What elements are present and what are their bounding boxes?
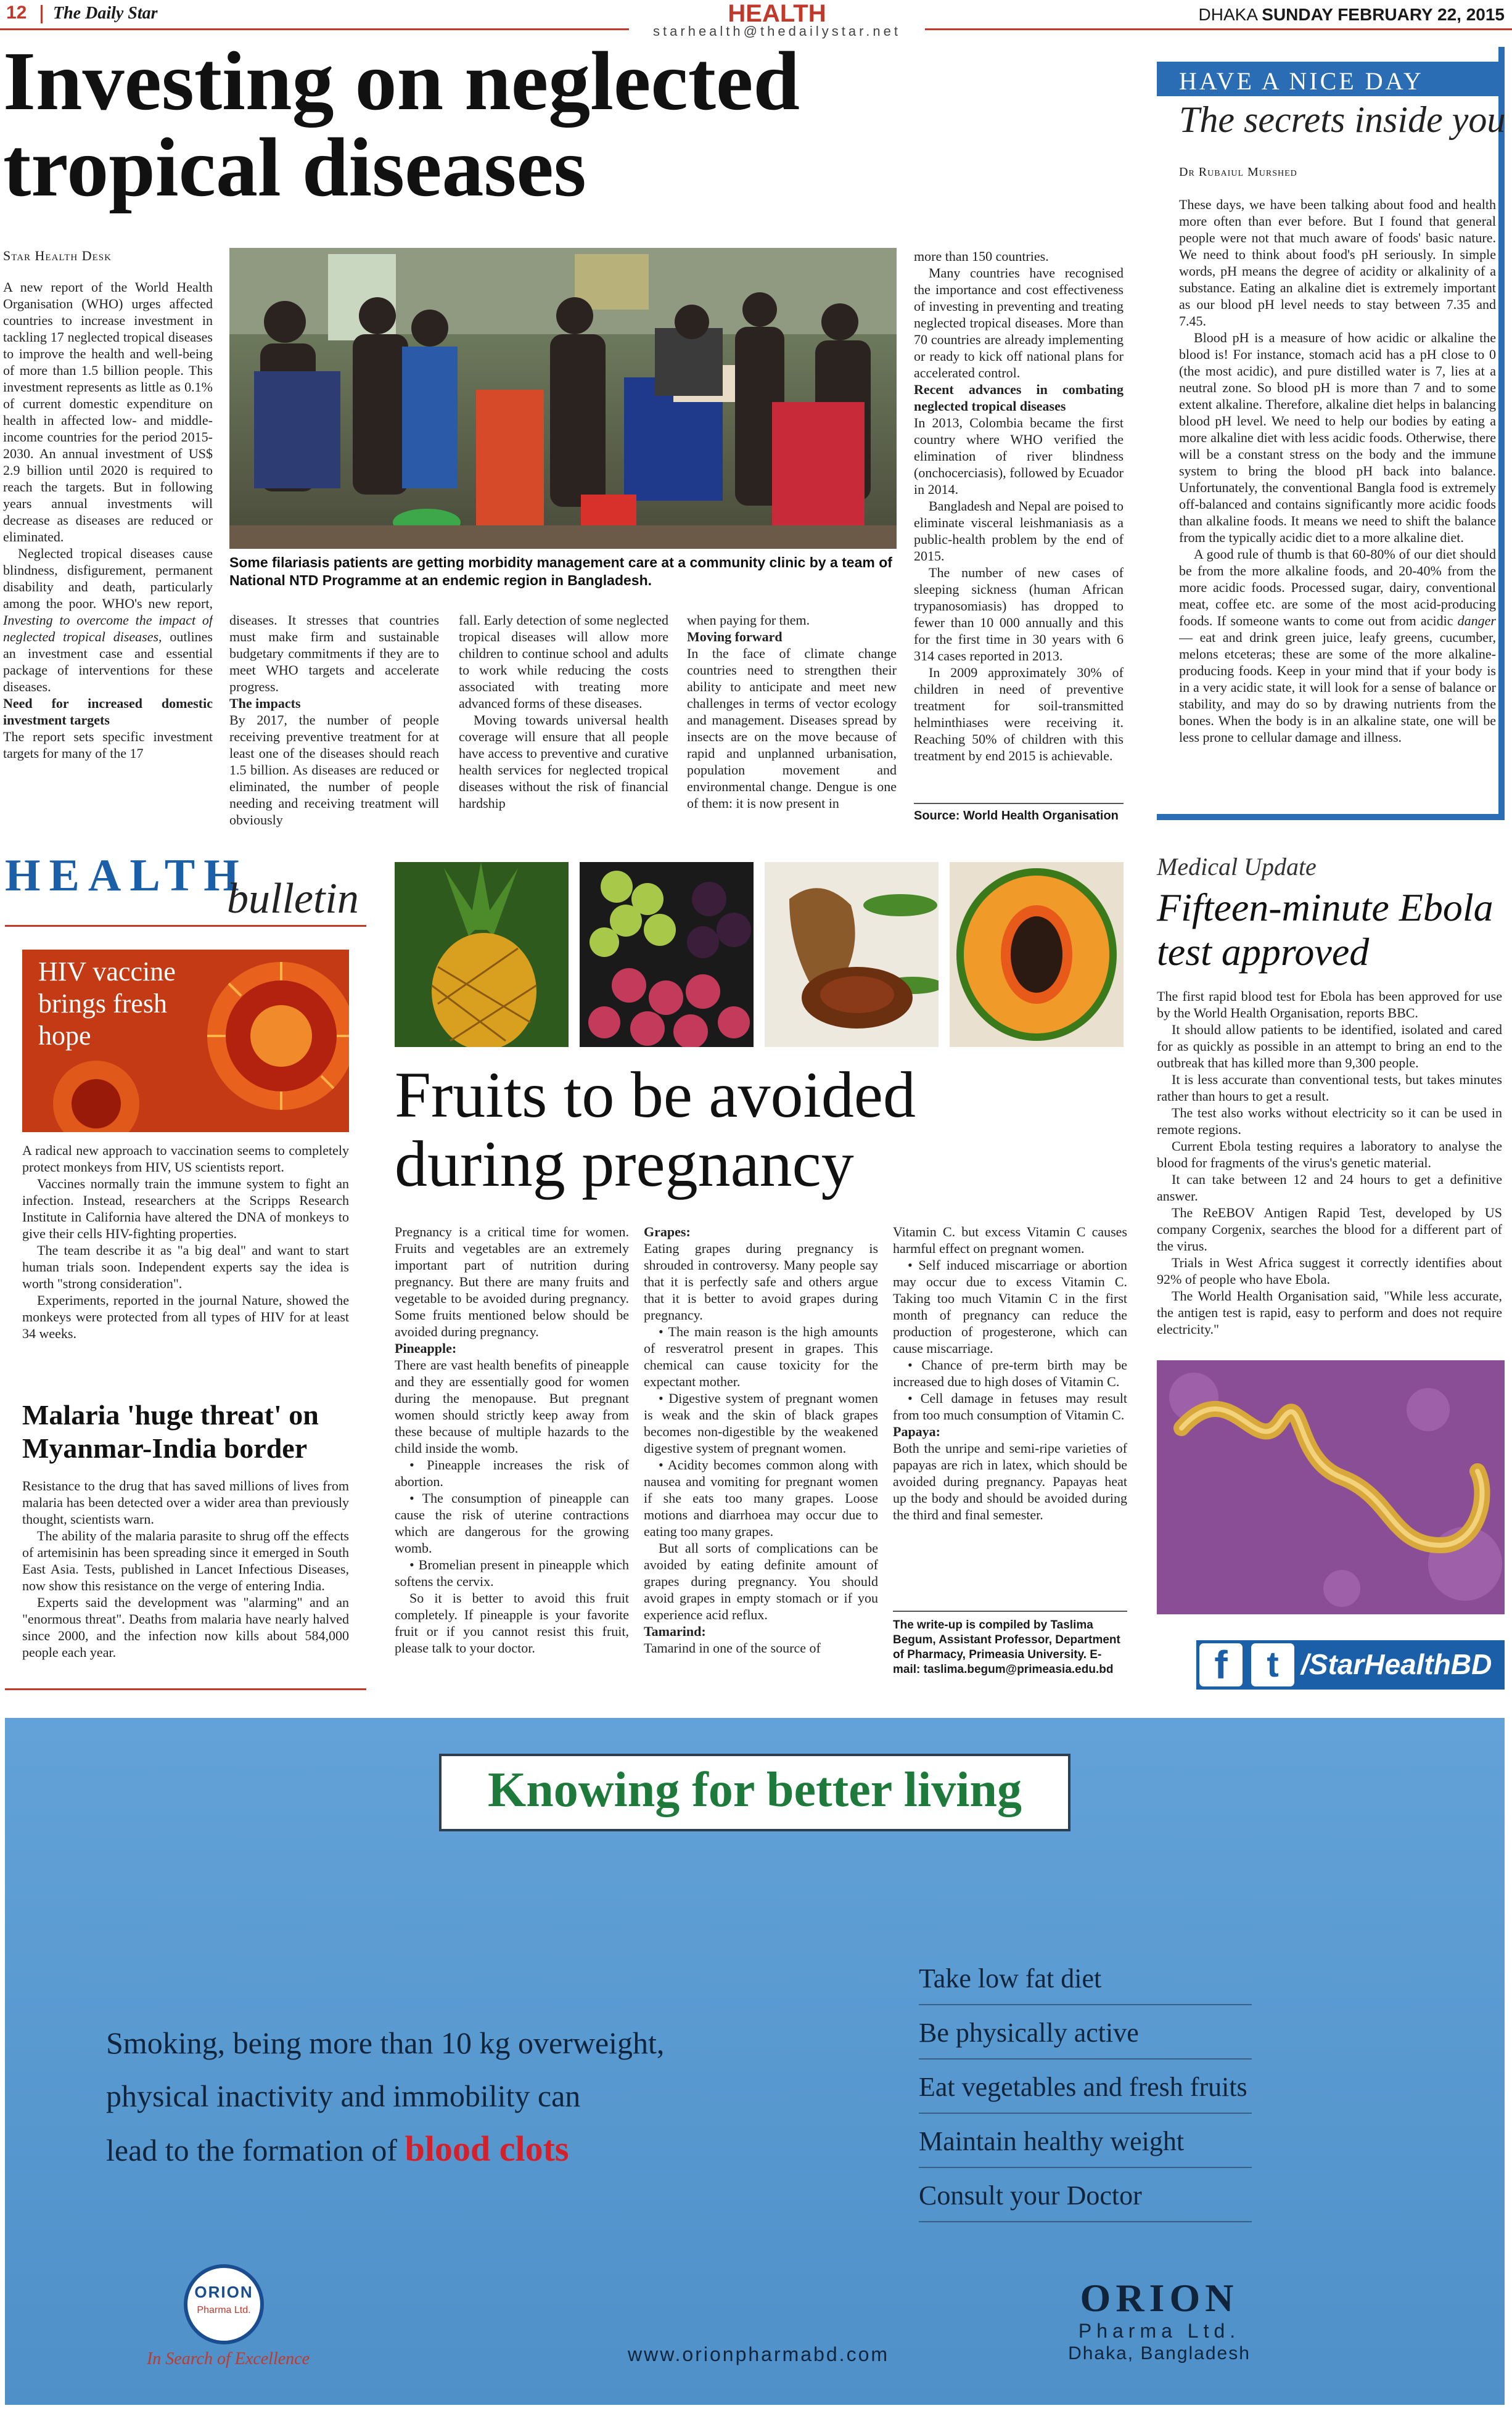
ebola-p4: The test also works without electricity so it can be used in remote regions.: [1157, 1105, 1502, 1137]
masthead-divider: [41, 5, 43, 23]
fruits-headline: Fruits to be avoided during pregnancy: [395, 1059, 916, 1200]
malaria-p1: Resistance to the drug that has saved millions of lives from malaria has been detected over a wider area than previously thought, scientists warn.: [22, 1478, 349, 1527]
fruits-col1-p1: Pregnancy is a critical time for women. Fruits and vegetables are an extremely important part of nutrition during pregnancy. But there are many fruits and vegetable to be avoided during pregnancy. Some fruits mentioned below should be avoided during pregnancy.: [395, 1224, 629, 1339]
ebola-virus-illustration: [1157, 1360, 1505, 1614]
sidebar-body: [1179, 196, 1496, 800]
tamarind-illustration: [765, 862, 939, 1047]
twitter-icon[interactable]: t: [1249, 1641, 1296, 1688]
section-title: HEALTH: [728, 0, 826, 27]
ebola-p3: It is less accurate than conventional tests, but takes minutes rather than hours to get a result.: [1157, 1072, 1502, 1104]
dateline: [1184, 5, 1505, 25]
hiv-headline: HIV vaccine brings fresh hope: [38, 956, 176, 1051]
advert-body-line3: [106, 2122, 846, 2177]
ebola-p7: The ReEBOV Antigen Rapid Test, developed by US company Corgenix, searches the blood for a different part of the virus.: [1157, 1205, 1502, 1254]
fruits-col3-b2: • Chance of pre-term birth may be increased due to high doses of Vitamin C.: [893, 1357, 1127, 1389]
advert-body-line3-text: lead to the formation of: [106, 2133, 405, 2167]
fruits-credit: The write-up is compiled by Taslima Begum, Assistant Professor, Department of Pharmacy, Primeasia University. E-mail: taslima.begum@primeasia.edu.bd: [893, 1619, 1120, 1676]
bulletin-health-title: HEALTH: [5, 850, 248, 901]
orion-brand-sub: Pharma Ltd.: [1078, 2320, 1241, 2342]
hiv-p4: Experiments, reported in the journal Nature, showed the monkeys were protected from all types of HIV for at least 34 weeks.: [22, 1292, 349, 1341]
ebola-p1: The first rapid blood test for Ebola has been approved for use by the World Health Organisation, reports BBC.: [1157, 988, 1502, 1021]
ebola-body: [1157, 988, 1502, 1345]
bulletin-rule: [5, 925, 366, 927]
lead-col-1: [3, 279, 213, 829]
bulletin-bottom-rule: [5, 1688, 366, 1690]
lead-photo-caption: Some filariasis patients are getting morbidity management care at a community clinic by a team of National NTD Programme at an endemic region in Bangladesh.: [229, 554, 892, 588]
malaria-p2: The ability of the malaria parasite to shrug off the effects of artemisinin has been spreading since it emerged in South East Asia. Tests, published in Lancet Infectious Diseases, now show this resistance on the verge of entering India.: [22, 1528, 349, 1593]
bulletin-subtitle: bulletin: [227, 875, 359, 922]
tip-5: Consult your Doctor: [919, 2169, 1252, 2222]
fruits-col3-b1: • Self induced miscarriage or abortion may occur due to excess Vitamin C. Taking too much Vitamin C in the first month of pregnancy can reduce the production of progesterone, which can cause miscarriage.: [893, 1257, 1127, 1356]
sidebar-p3b: — eat and drink green juice, leafy greens, cucumber, melons etceteras; these are some of the more alkaline-producing foods. Keep in your mind that if your body is in a very acidic state, it will look for a sense of balance or stability, and may do so by drawing nutrients from the bones. When the body is in an alkaline state, one will be less prone to cellular damage and illness.: [1179, 630, 1496, 745]
ebola-photo: [1157, 1360, 1505, 1614]
tamarind-subhead: Tamarind:: [644, 1624, 706, 1639]
lead-col2-p2: By 2017, the number of people receiving preventive treatment for at least one of the diseases should reach 1.5 billion. As diseases are reduced or eliminated, the number of people needing and receiving treatment will obviously: [229, 712, 439, 828]
hiv-p1: A radical new approach to vaccination seems to completely protect monkeys from HIV, US scientists report.: [22, 1143, 349, 1175]
fruits-col3-p1: Vitamin C. but excess Vitamin C causes harmful effect on pregnant women.: [893, 1224, 1127, 1256]
advert-body: [106, 2016, 846, 2177]
lead-col1-p2: [3, 545, 213, 695]
lead-col2-p1: diseases. It stresses that countries must make firm and sustainable budgetary commitments if they are to meet WHO targets and accelerate progress.: [229, 612, 439, 694]
orion-tagline: In Search of Excellence: [146, 2349, 310, 2368]
lead-col1-p1: A new report of the World Health Organisation (WHO) urges affected countries to increase investment in tackling 17 neglected tropical diseases to improve the health and well-being of more than 1.5 billion people. This investment represents as little as 0.1% of current domestic expenditure on health in affected low- and middle-income countries for the period 2015-2030. An annual investment of US$ 2.9 billion until 2020 is required to reach the targets. But in following years annual investments will decrease as diseases are reduced or eliminated.: [3, 279, 213, 544]
lead-col5-p3: In 2013, Colombia became the first country where WHO verified the elimination of river blindness (onchocerciasis), followed by Ecuador in 2014.: [914, 415, 1124, 497]
lead-col4-p2: In the face of climate change countries need to strengthen their ability to anticipate and meet new challenges in terms of vector ecology and management. Diseases spread by insects are on the move because of rapid and unplanned urbanisation, population movement and environmental change. Dengue is one of them: it is now present in: [687, 646, 897, 811]
fruits-col2-b1: • The main reason is the high amounts of resveratrol present in grapes. This chemical can cause toxicity for the expectant mother.: [644, 1324, 878, 1389]
facebook-icon[interactable]: f: [1198, 1641, 1244, 1688]
lead-col3-p1: fall. Early detection of some neglected tropical diseases will allow more children to continue school and adults to work while reducing the costs associated with treating more advanced forms of these diseases.: [459, 612, 668, 711]
fruits-col2-b3: • Acidity becomes common along with nausea and vomiting for pregnant women if she eats too many grapes. Loose motions and diarrhoea may occur due to eating too many grapes.: [644, 1457, 878, 1539]
advert-highlight: blood clots: [405, 2129, 569, 2169]
ebola-p8: Trials in West Africa suggest it correctly identifies about 92% of people who have Ebola.: [1157, 1255, 1502, 1287]
clinic-photo-illustration: [229, 248, 897, 549]
section-email: starhealth@thedailystar.net: [653, 23, 901, 39]
ebola-p9: The World Health Organisation said, "While less accurate, the antigen test is rapid, easy to perform and does not require electricity.": [1157, 1288, 1502, 1337]
orion-website[interactable]: www.orionpharmabd.com: [627, 2343, 890, 2365]
sidebar-p2: Blood pH is a measure of how acidic or alkaline the blood is! For instance, stomach acid has a pH close to 0 (the most acidic), and pure distilled water is 7, lies at a neutral zone. So blood pH is more than 7 and to some extent alkaline. Therefore, alkaline diet helps in balancing blood pH level. We need to help our bodies by eating a more alkaline diet with less acidic foods. Otherwise, there will be a constant stress on the body and the immune system to bring the blood pH back into balance. Unfortunately, the conventional Bangla food is extremely off-balanced and contains significantly more acidic foods than alkaline foods. It means we need to shift the balance from the typically acidic diet to a more alkaline diet.: [1179, 330, 1496, 545]
ebola-kicker: Medical Update: [1157, 853, 1317, 881]
advert-headline: Knowing for better living: [488, 1763, 1022, 1817]
masthead-rule-right: [925, 28, 1512, 30]
papaya-photo: [950, 862, 1124, 1047]
fruits-col2-b2: • Digestive system of pregnant women is weak and the skin of black grapes becomes non-digestible by the weakened digestive system of pregnant women.: [644, 1390, 878, 1456]
fruits-col3-b3: • Cell damage in fetuses may result from too much consumption of Vitamin C.: [893, 1390, 1127, 1423]
pineapple-subhead: Pineapple:: [395, 1341, 457, 1356]
lead-subhead-1: Need for increased domestic investment targets: [3, 696, 213, 728]
sidebar-p3: [1179, 546, 1496, 745]
lead-col-3: [459, 612, 668, 829]
tip-2: Be physically active: [919, 2006, 1252, 2060]
tip-3: Eat vegetables and fresh fruits: [919, 2061, 1252, 2114]
malaria-p3: Experts said the development was "alarming" and an "enormous threat". Deaths from malaria have nearly halved since 2000, and the infection now kills about 584,000 people each year.: [22, 1595, 349, 1660]
papaya-illustration: [950, 862, 1124, 1047]
lead-col3-p2: Moving towards universal health coverage will ensure that all people have access to preventive and curative health services for neglected tropical diseases without the risk of financial hardship: [459, 712, 668, 811]
orion-logo-word: ORION: [194, 2283, 253, 2301]
lead-subhead-3: Moving forward: [687, 629, 783, 644]
advert-body-line1: Smoking, being more than 10 kg overweight,: [106, 2026, 665, 2060]
source-rule: [914, 803, 1124, 804]
lead-col4-p1: when paying for them.: [687, 612, 810, 628]
sidebar-p1: These days, we have been talking about food and health more often than ever before. But I found that general people were not that much aware of foods' basic nature. We need to think about food's pH seriously. In simple words, pH means the degree of acidity or alkalinity of a substance. Eating an alkaline diet is extremely important as our blood pH level needs to stay between 7.35 and 7.45.: [1179, 197, 1496, 329]
credit-rule: [893, 1611, 1127, 1612]
papaya-subhead: Papaya:: [893, 1424, 940, 1439]
sidebar-byline: Dr Rubaiul Murshed: [1179, 165, 1297, 179]
lead-col5-p2: Many countries have recognised the importance and cost effectiveness of investing in preventing and treating neglected tropical diseases. More than 70 countries are already implementing or ready to kick off national plans for accelerated control.: [914, 265, 1124, 380]
dateline-date: SUNDAY FEBRUARY 22, 2015: [1262, 5, 1505, 24]
lead-source: Source: World Health Organisation: [914, 809, 1119, 823]
hiv-p2: Vaccines normally train the immune system to fight an infection. Instead, researchers at the Scripps Research Institute in California have altered the DNA of monkeys to give their cells HIV-fighting properties.: [22, 1176, 349, 1241]
lead-col-5: [914, 248, 1124, 797]
fruits-col-3: [893, 1223, 1127, 1606]
sidebar-p3a: A good rule of thumb is that 60-80% of our diet should be from the more alkaline foods, and 20-40% from the more acidic foods. Processed sugar, dairy, conventional meat, coffee etc. are some of the most acid-producing foods. If someone wants to come out from acidic: [1179, 546, 1496, 628]
fruits-col1-b1: • Pineapple increases the risk of abortion.: [395, 1457, 629, 1489]
ebola-p2: It should allow patients to be identified, isolated and cared for as quickly as possible in an attempt to bring an end to the outbreak that has killed more than 9,300 people.: [1157, 1022, 1502, 1070]
dateline-city: DHAKA: [1198, 5, 1257, 24]
malaria-body: [22, 1477, 349, 1681]
fruits-col3-p2: Both the unripe and semi-ripe varieties of papayas are rich in latex, which should be avoided during pregnancy. Papayas heat up the body and should be avoided during the third and final semester.: [893, 1440, 1127, 1522]
grapes-illustration: [580, 862, 754, 1047]
sidebar-kicker: HAVE A NICE DAY: [1179, 67, 1424, 95]
fruits-col1-b3: • Bromelian present in pineapple which softens the cervix.: [395, 1557, 629, 1589]
pineapple-illustration: [395, 862, 569, 1047]
masthead-rule-left: [0, 28, 629, 30]
grapes-subhead: Grapes:: [644, 1224, 691, 1239]
sidebar-p3-emph: danger: [1457, 613, 1496, 628]
tip-1: Take low fat diet: [919, 1952, 1252, 2005]
advert-body-line2: physical inactivity and immobility can: [106, 2079, 581, 2113]
ebola-p5: Current Ebola testing requires a laboratory to analyse the blood for fragments of the virus's genetic material.: [1157, 1138, 1502, 1170]
orion-brand-city: Dhaka, Bangladesh: [1068, 2343, 1251, 2364]
lead-byline: Star Health Desk: [3, 248, 112, 263]
orion-logo: [184, 2264, 264, 2344]
fruits-col2-p3: Tamarind in one of the source of: [644, 1640, 821, 1656]
paper-name: The Daily Star: [53, 4, 158, 23]
sidebar-title: The secrets inside you: [1179, 99, 1506, 140]
fruits-col1-p3: So it is better to avoid this fruit completely. If pineapple is your favorite fruit or if you cannot resist this fruit, please talk to your doctor.: [395, 1590, 629, 1656]
lead-headline: Investing on neglected tropical diseases: [3, 35, 800, 214]
tamarind-photo: [765, 862, 939, 1047]
orion-logo-sub: Pharma Ltd.: [197, 2305, 251, 2315]
lead-col5-p4: Bangladesh and Nepal are poised to eliminate visceral leishmaniasis as a public-health problem by the end of 2015.: [914, 498, 1124, 564]
lead-col1-p2a: Neglected tropical diseases cause blindness, disfigurement, permanent disability and death, particularly among the poor. WHO's new report,: [3, 546, 213, 611]
malaria-headline: Malaria 'huge threat' on Myanmar-India border: [22, 1399, 319, 1464]
fruits-col2-p1: Eating grapes during pregnancy is shrouded in controversy. Many people say that it is perfectly safe and others argue that it is better to avoid grapes during pregnancy.: [644, 1241, 878, 1323]
fruits-col1-b2: • The consumption of pineapple can cause the risk of uterine contractions which are dangerous for the growing womb.: [395, 1490, 629, 1556]
lead-col-4: [687, 612, 897, 829]
ebola-p6: It can take between 12 and 24 hours to get a definitive answer.: [1157, 1172, 1502, 1204]
lead-photo: [229, 248, 897, 549]
lead-col1-p3: The report sets specific investment targets for many of the 17: [3, 729, 213, 761]
pineapple-photo: [395, 862, 569, 1047]
social-handle[interactable]: /StarHealthBD: [1301, 1648, 1492, 1680]
fruits-col-1: [395, 1223, 629, 1692]
lead-subhead-2: The impacts: [229, 696, 301, 711]
lead-col1-p2b: , outlines an investment case and essential package of interventions for these diseases.: [3, 629, 213, 694]
lead-col5-p6: In 2009 approximately 30% of children in need of preventive treatment for soil-transmitted helminthiases were receiving it. Reaching 50% of children with this treatment by end 2015 is achievable.: [914, 665, 1124, 763]
tip-4: Maintain healthy weight: [919, 2115, 1252, 2168]
lead-subhead-4: Recent advances in combating neglected tropical diseases: [914, 382, 1124, 414]
page-number: 12: [6, 2, 27, 23]
report-title: Investing to overcome the impact of neglected tropical diseases: [3, 612, 213, 644]
fruits-col1-p2: There are vast health benefits of pineapple and they are essentially good for women during the menopause. But pregnant women should strictly keep away from these because of multiple hazards to the child inside the womb.: [395, 1357, 629, 1456]
fruits-col2-p2: But all sorts of complications can be avoided by eating definite amount of grapes during pregnancy. You should avoid grapes in empty stomach or if you experience acid reflux.: [644, 1540, 878, 1622]
lead-col-2: [229, 612, 439, 829]
hiv-p3: The team describe it as "a big deal" and want to start human trials soon. Independent experts say the idea is worth "strong consideration".: [22, 1242, 349, 1291]
fruits-col-2: [644, 1223, 878, 1692]
grapes-photo: [580, 862, 754, 1047]
ebola-headline: Fifteen-minute Ebola test approved: [1157, 885, 1494, 974]
lead-col5-p5: The number of new cases of sleeping sickness (human African trypanosomiasis) has dropped to fewer than 10 000 annually and this for the first time in 30 years with 6 314 cases reported in 2013.: [914, 565, 1124, 663]
orion-brand-name: ORION: [1080, 2276, 1239, 2320]
hiv-body: [22, 1142, 349, 1376]
lead-col5-p1: more than 150 countries.: [914, 248, 1049, 264]
